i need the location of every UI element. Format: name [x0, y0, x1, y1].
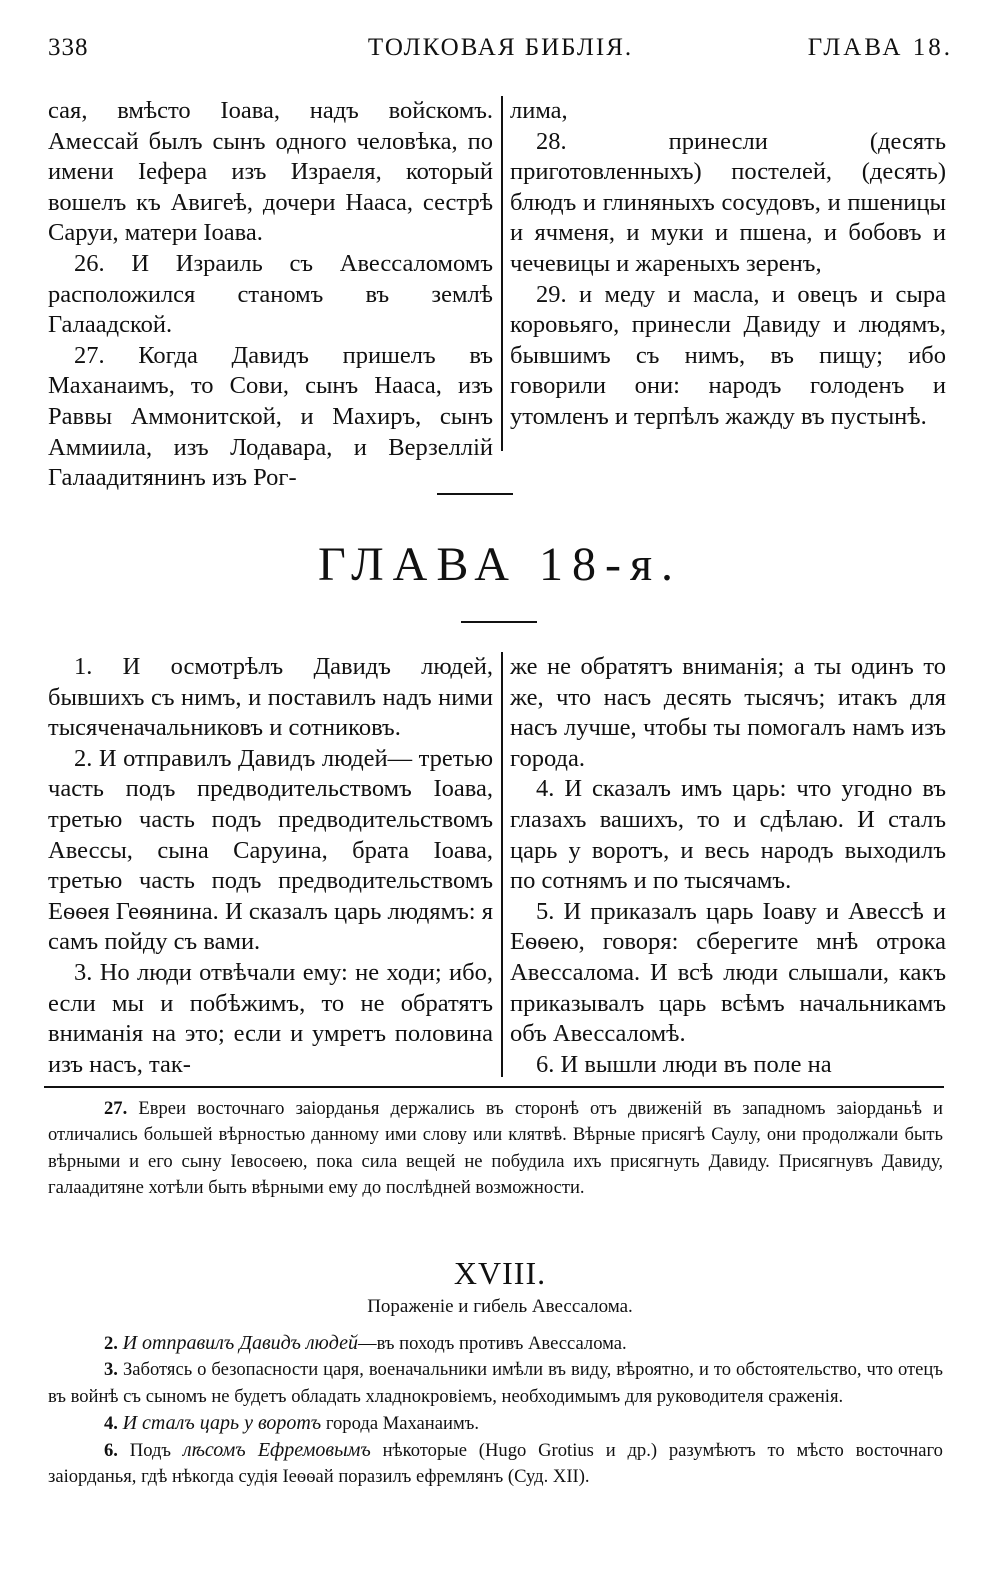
verse-paragraph: 2. И отправилъ Давидъ людей— третью часть подъ предводительствомъ Іоава, третью часть подъ предводительствомъ Авессы, сына Саруина, брата Іоава, третью часть подъ предводительствомъ Еѳѳея Геѳянина. И сказалъ царь людямъ: я самъ пойду съ вами.: [48, 744, 493, 956]
right-column: [510, 652, 946, 1080]
chapter-heading: ГЛАВА 18-я.: [317, 538, 683, 591]
commentary-paragraph: [48, 1357, 943, 1410]
commentary-text: Евреи восточнаго заіорданья держались въ сторонѣ отъ движеній въ западномъ заіорданьѣ и отличались большей вѣрностью данному ими слову или клятвѣ. Вѣрные присягѣ Саулу, они продолжали быть вѣрными и его сыну Іевосѳею, пока сила вещей не побудила ихъ присягнуть Давиду. Присягнувъ Давиду, галаадитяне хотѣли быть вѣрными ему до послѣдней возможности.: [48, 1098, 943, 1198]
verse-paragraph: 27. Когда Давидъ пришелъ въ Маханаимъ, то Сови, сынъ Нааса, изъ Раввы Аммонитской, и Махиръ, сынъ Аммиила, изъ Лодавара, и Верзеллій Галаадитянинъ изъ Рог-: [48, 341, 493, 492]
verse-paragraph: 28. принесли (десять приготовленныхъ) постелей, (десять) блюдъ и глиняныхъ сосудовъ, и пшеницы и ячменя, и муки и пшена, и бобовъ и чечевицы и жареныхъ зеренъ,: [510, 127, 946, 277]
verse-paragraph: 6. И вышли люди въ поле на: [536, 1050, 832, 1078]
commentary-paragraph: [48, 1096, 943, 1201]
verse-paragraph: 1. И осмотрѣлъ Давидъ людей, бывшихъ съ нимъ, и поставилъ надъ ними тысяченачальниковъ и сотниковъ.: [48, 653, 493, 742]
left-column: [48, 652, 493, 1080]
commentary-text: нѣкоторые (Hugo Grotius и др.) разумѣютъ то мѣсто восточнаго заіорданья, гдѣ нѣкогда судія Іеѳѳай поразилъ ефремлянъ (Суд. XII).: [48, 1440, 943, 1488]
verse-paragraph: 3. Но люди отвѣчали ему: не ходи; ибо, если мы и побѣжимъ, то не обратятъ вниманія на это; если и умретъ половина изъ насъ, так-: [48, 958, 493, 1078]
page-header: [48, 34, 953, 74]
commentary-paragraph: [48, 1437, 943, 1491]
commentary-verse-number: 27.: [104, 1098, 128, 1119]
commentary-text: Подъ: [129, 1440, 183, 1462]
verse-paragraph: 26. И Израиль съ Авессаломомъ расположился станомъ въ землѣ Галаадской.: [48, 249, 493, 339]
running-chapter: ГЛАВА 18.: [807, 34, 953, 61]
chapter-18-columns: [48, 652, 946, 1082]
footnote-separator: [44, 1086, 944, 1088]
commentary-quote: И сталъ царь у воротъ: [122, 1411, 322, 1434]
column-divider: [501, 96, 503, 451]
chapter-17-ending-columns: [48, 96, 946, 492]
verse-paragraph: 4. И сказалъ имъ царь: что угодно въ глазахъ вашихъ, то и сдѣлаю. И сталъ царь у воротъ, и весь народъ выходилъ по сотнямъ и по тысячамъ.: [510, 775, 946, 895]
running-title: ТОЛКОВАЯ БИБЛІЯ.: [367, 34, 634, 61]
commentary-verse-number: 3.: [104, 1359, 118, 1381]
commentary-verse-number: 6.: [104, 1440, 118, 1462]
verse-paragraph: 5. И приказалъ царь Іоаву и Авессѣ и Еѳѳею, говоря: сберегите мнѣ отрока Авессалома. И всѣ люди слышали, какъ приказывалъ царь всѣмъ начальникамъ объ Авессаломѣ.: [510, 897, 946, 1048]
commentary-text: —въ походъ противъ Авессалома.: [357, 1333, 627, 1354]
commentary-section-number: XVIII.: [453, 1255, 547, 1291]
verse-paragraph: сая, вмѣсто Іоава, надъ войскомъ. Амессай былъ сынъ одного человѣка, по имени Іефера изъ Израеля, который вошелъ къ Авигеѣ, дочери Нааса, сестрѣ Саруи, матери Іоава.: [48, 97, 493, 247]
column-divider: [501, 652, 503, 1077]
page-number: 338: [48, 34, 89, 61]
verse-paragraph: 29. и меду и масла, и овецъ и сыра коровьяго, принесли Давиду и людямъ, бывшимъ съ нимъ, въ пищу; ибо говорили они: народъ голоденъ и утомленъ и терпѣлъ жажду въ пустынѣ.: [510, 280, 946, 430]
section-rule: [461, 621, 537, 623]
commentary-section-title: Пораженіе и гибель Авессалома.: [367, 1296, 633, 1317]
commentary-paragraph: [48, 1330, 943, 1357]
verse-paragraph: лима,: [510, 97, 568, 124]
commentary-paragraph: [48, 1410, 943, 1437]
left-column: [48, 96, 493, 494]
commentary-quote: лѣсомъ Ефремовымъ: [182, 1439, 371, 1462]
right-column: [510, 96, 946, 433]
verse-paragraph: же не обратятъ вниманія; а ты одинъ то же, что насъ десять тысячъ; итакъ для насъ лучше, чтобы ты помогалъ намъ изъ города.: [510, 653, 946, 772]
commentary-quote: И отправилъ Давидъ людей: [122, 1332, 358, 1354]
commentary-text: города Маханаимъ.: [321, 1412, 479, 1434]
commentary-verse-number: 4.: [104, 1412, 118, 1434]
section-rule: [437, 493, 513, 495]
commentary-verse-number: 2.: [104, 1333, 118, 1354]
commentary-text: Заботясь о безопасности царя, военачальники имѣли въ виду, вѣроятно, и то обстоятельство, что отецъ въ войнѣ съ сыномъ не будетъ обладать хладнокровіемъ, необходимымъ для руководителя сраженія.: [48, 1359, 943, 1407]
commentary-chapter-18: [48, 1330, 943, 1491]
commentary-chapter-17: [48, 1096, 943, 1201]
